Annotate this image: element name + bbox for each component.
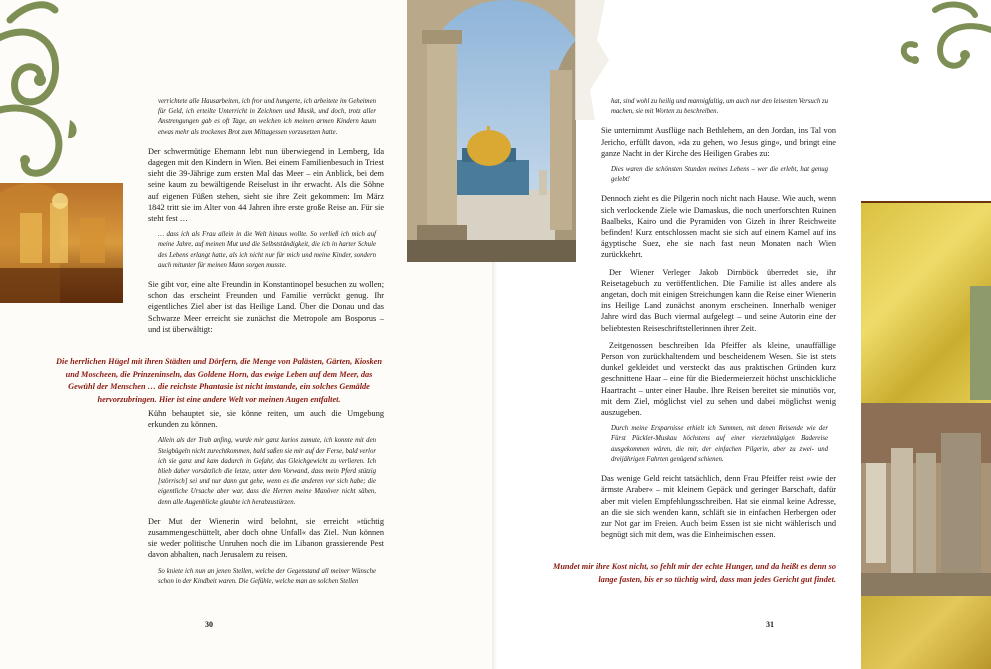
paragraph: Sie gibt vor, eine alte Freundin in Konstantinopel besuchen zu wollen; schon das erscheint Freunden und Familie verrückt genug. Ihr eigentliches Ziel aber ist das Heilige Land. Über die Donau und das Schwarze Meer erreicht sie zunächst die Metropole am Bosporus – und ist überwältigt:	[148, 280, 384, 334]
red-quote: Die herrlichen Hügel mit ihren Städten und Dörfern, die Menge von Palästen, Gärten, Kiosken und Moscheen, die Prinzeninseln, das Goldene Horn, das ewige Leben auf dem Meer, das Gewühl der Menschen … die reichste Phantasie ist nicht imstande, ein solches Gemälde hervorzubringen. Hier ist eine andere Welt vor meinen Augen entfaltet.	[56, 357, 382, 404]
church-interior-photo	[0, 183, 123, 303]
paragraph: Das wenige Geld reicht tatsächlich, denn Frau Pfeiffer reist »wie der ärmste Araber« – mit kleinem Gepäck und geringer Barschaft, dafür aber mit vielen Empfehlungsschreiben. Hat sie einmal keine Adresse, an die sie sich wenden kann, schläft sie in einfachen Herbergen oder zur Not gar im Freien. Auch beim Essen ist sie nicht wählerisch und begnügt sich mit dem, was die Einheimischen essen.	[601, 474, 836, 540]
page-number-right: 31	[766, 620, 774, 629]
paragraph: Zeitgenossen beschreiben Ida Pfeiffer als kleine, unauffällige Person von zurückhaltendem und bescheidenem Wesen. Sie ist stets dunkel gekleidet und versteckt das aus praktischen Gründen kurz geschnittene Haar – eine für die Biedermeierzeit höchst unschickliche Haartracht – unter einer Haube. Ihre Reisen bereitet sie minutiös vor, mit dem Ziel, möglichst viel zu sehen und dabei möglichst wenig auszugeben.	[601, 340, 836, 418]
left-swirl-ornament	[0, 0, 85, 200]
left-text-column-2	[148, 408, 384, 595]
page-number-left: 30	[205, 620, 213, 629]
right-red-quote-area	[534, 555, 836, 590]
tombstones-photo	[861, 403, 991, 596]
quote-block: Durch meine Ersparnisse erhielt ich Summen, mit denen Reisende wie der Fürst Pückler-Muskau höchstens auf einer vierzehntägigen Badereise ausgekommen wären, die mir, der einfachen Pilgerin, aber zu zwei- und dreijährigen Fahrten genügend schienen.	[611, 425, 828, 463]
green-tab	[970, 286, 991, 400]
quote-block: verrichtete alle Hausarbeiten, ich fror und hungerte, ich arbeitete im Geheimen für Geld, ich erteilte Unterricht in Zeichnen und Musik, und doch, trotz aller Anstrengungen gab es oft Tage, an welchen ich meinen armen Kindern kaum etwas mehr als trockenes Brot zum Mittagessen vorzusetzen hatte.	[158, 98, 376, 136]
paragraph: Der schwermütige Ehemann lebt nun überwiegend in Lemberg, Ida dagegen mit den Kindern in Wien. Bei einem Familienbesuch in Triest sieht die 39-Jährige zum ersten Mal das Meer – ein Anblick, bei dem seine kaum zu bewältigende Reiselust in ihr erwacht. Als die Söhne auf eigenen Füßen stehen, sieht sie ihre Zeit gekommen: Im März 1842 tritt sie im Alter von 44 Jahren ihre erste große Reise an. Für sie steht fest …	[148, 146, 384, 224]
paragraph: Der Mut der Wienerin wird belohnt, sie erreicht »tüchtig zusammengeschüttelt, aber doch ohne Unfall« das Ziel. Nun können sie weder politische Unruhen noch die im Libanon grassierende Pest davon abhalten, nach Jerusalem zu reisen.	[148, 516, 384, 560]
dome-of-the-rock-photo	[407, 0, 576, 262]
left-text-column	[148, 97, 384, 341]
paragraph: Sie unternimmt Ausflüge nach Bethlehem, an den Jordan, ins Tal von Jericho, erfüllt davon, »da zu gehen, wo Jesus ging«, und bringt eine ganze Nacht in der Kirche des Heiligen Grabes zu:	[601, 126, 836, 158]
paragraph: Der Wiener Verleger Jakob Dirnböck überredet sie, ihr Reisetagebuch zu veröffentlichen. Die Familie ist alles andere als angetan, doch mit einigen Streichungen kann die Reise einer Wienerin ins Heilige Land zunächst anonym erscheinen. Innerhalb weniger Jahre wird das Buch viermal aufgelegt – und seine Autorin eine der beliebtesten Reiseschriftstellerinnen ihrer Zeit.	[601, 267, 836, 333]
red-quote: Mundet mir ihre Kost nicht, so fehlt mir der echte Hunger, und da heißt es denn so lange fasten, bis er so tüchtig wird, dass man jedes Gericht gut findet.	[552, 562, 836, 584]
right-text-column	[601, 97, 836, 546]
quote-block: So kniete ich nun an jenen Stellen, welche der Gegenstand all meiner Wünsche schon in der Kindheit waren. Die Gefühle, welche man an solchen Stellen	[158, 567, 376, 585]
quote-block: Dies waren die schönsten Stunden meines Lebens – wer die erlebt, hat genug gelebt!	[611, 166, 828, 184]
right-swirl-ornament	[895, 0, 991, 80]
quote-block: … dass ich als Frau allein in die Welt hinaus wollte. So verließ ich mich auf meine Jahre, auf meinen Mut und die Selbstständigkeit, die ich in harter Schule des Lebens erlangt hatte, als ich nicht nur für mich und meine Kinder, sondern auch mitunter für meinen Mann sorgen musste.	[158, 231, 376, 269]
left-red-quote-area	[54, 350, 384, 410]
paragraph: Dennoch zieht es die Pilgerin noch nicht nach Hause. Wie auch, wenn sich verlockende Ziele wie Damaskus, die noch unerforschten Ruinen Baalbeks, Kairo und die Pyramiden von Gizeh in ihrer Reichweite befinden! Kurz entschlossen macht sie sich auf einem Kamel auf ins ägyptische Suez, ehe sie nach fast neun Monaten nach Wien zurückkehrt.	[601, 194, 836, 260]
paragraph: Kühn behauptet sie, sie könne reiten, um auch die Umgebung erkunden zu können.	[148, 409, 384, 430]
quote-block: hat, sind wohl zu heilig und mannigfaltig, um auch nur den leisesten Versuch zu machen, sie mit Worten zu beschreiben.	[611, 98, 828, 116]
gold-texture-panel-bottom	[861, 596, 991, 669]
quote-block: Allein als der Trab anfing, wurde mir ganz kurios zumute, ich konnte mit den Steigbügeln nicht zurechtkommen, bald saßen sie mir auf der Ferse, bald verlor ich sie ganz und kam dadurch in Gefahr, das Gleichgewicht zu verlieren. Ich blieb daher vorsätzlich die letzte, unter dem Vorwand, dass mein Pferd stützig [störrisch] sei und nur dann gut gehe, wenn es die anderen vor sich habe; die eigentliche Ursache aber war, dass die Herren meine Manöver nicht sähen, denn alle Augenblicke glaubte ich herabzustürzen.	[158, 437, 376, 506]
